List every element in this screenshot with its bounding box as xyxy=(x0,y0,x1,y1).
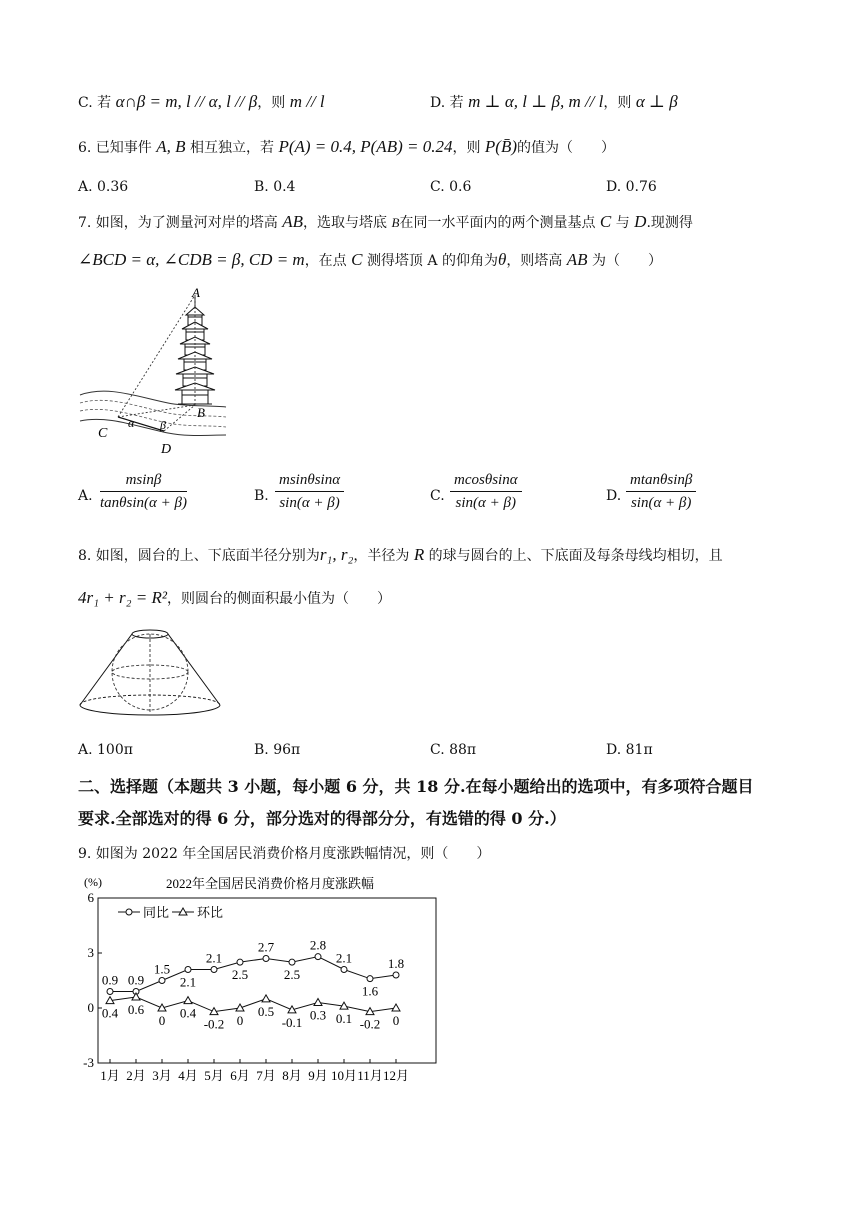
data-point-tongbi xyxy=(315,954,321,960)
x-tick-label: 10月 xyxy=(330,1068,358,1083)
data-label: 2.5 xyxy=(283,967,301,983)
data-point-huanbi xyxy=(262,995,270,1002)
y-tick-label: 6 xyxy=(87,890,94,905)
data-point-tongbi xyxy=(289,959,295,965)
section2-heading-line2: 要求.全部选对的得 6 分，部分选对的得部分分，有选错的得 0 分.） xyxy=(78,809,566,828)
q6-stem-part: 的值为（ ） xyxy=(517,140,616,156)
data-label: 0 xyxy=(392,1013,400,1028)
q7-given: ∠BCD = α, ∠CDB = β, CD = m xyxy=(78,250,305,269)
q7-var: θ xyxy=(497,250,507,269)
legend-series-1: 同比 xyxy=(143,905,170,920)
q7-stem-line1 xyxy=(78,212,693,232)
data-point-tongbi xyxy=(393,972,399,978)
q9-stem: 9. 如图为 2022 年全国居民消费价格月度涨跌幅情况，则（ ） xyxy=(78,846,491,862)
q7-text: ，则塔高 xyxy=(506,253,563,269)
q8-text: ，则圆台的侧面积最小值为（ ） xyxy=(166,591,391,607)
q7-option-b-numerator: msinθsinα xyxy=(275,472,344,492)
q7-option-a-denominator: tanθsin(α + β) xyxy=(100,495,187,511)
q8-option-d: D. 81π xyxy=(606,742,653,758)
q8-option-b: B. 96π xyxy=(254,742,301,758)
x-tick-label: 12月 xyxy=(382,1068,410,1083)
data-label: 0.3 xyxy=(309,1007,327,1023)
data-point-tongbi xyxy=(211,967,217,973)
q8-condition: 4r₁ + r₂ = R² xyxy=(78,588,167,607)
q7-text: 测得塔顶 A 的仰角为 xyxy=(366,253,498,269)
q7-option-c-denominator: sin(α + β) xyxy=(455,495,517,511)
q6-events: A, B xyxy=(156,137,186,156)
x-tick-label: 9月 xyxy=(308,1068,328,1083)
q8-text: 的球与圆台的上、下底面及每条母线均相切，且 xyxy=(428,548,723,564)
data-label: -0.2 xyxy=(359,1016,381,1032)
q7-text: 与 xyxy=(615,215,630,231)
y-tick-label: 3 xyxy=(87,945,94,960)
q7-text: 在同一水平面内的两个测量基点 xyxy=(399,215,596,231)
q6-stem-part: ，则 xyxy=(452,140,481,156)
data-label: 0.9 xyxy=(101,972,119,988)
q5-option-d-expr: m ⊥ α, l ⊥ β, m // l xyxy=(468,92,604,111)
data-point-huanbi xyxy=(392,1004,400,1011)
q7-option-d-label: D. xyxy=(606,488,622,504)
q7-option-a-label: A. xyxy=(78,488,93,504)
q7-option-a-fraction xyxy=(100,472,187,512)
q8-text: 8. 如图，圆台的上、下底面半径分别为 xyxy=(78,548,320,564)
q7-fig-label-b: B xyxy=(197,405,205,420)
data-label: 1.8 xyxy=(387,956,405,971)
q6-option-c: C. 0.6 xyxy=(430,179,472,195)
data-label: 0.1 xyxy=(335,1011,353,1027)
q8-var: R xyxy=(413,545,425,564)
data-label: 0.9 xyxy=(127,972,145,988)
series-line-2 xyxy=(110,997,396,1012)
data-point-tongbi xyxy=(367,976,373,982)
q7-option-c-label: C. xyxy=(430,488,445,504)
x-tick-label: 7月 xyxy=(256,1068,276,1083)
q8-text: ，半径为 xyxy=(353,548,410,564)
q7-fig-label-c: C xyxy=(98,426,108,441)
q8-frustum-figure xyxy=(78,625,223,720)
chart-legend xyxy=(118,905,223,920)
q7-var: B xyxy=(391,215,400,230)
q7-var: C xyxy=(351,250,363,269)
data-point-tongbi xyxy=(159,978,165,984)
q8-option-c: C. 88π xyxy=(430,742,477,758)
data-label: 2.8 xyxy=(309,937,327,953)
q8-stem-line2 xyxy=(78,588,391,608)
data-label: 1.6 xyxy=(361,983,379,999)
q7-var: D xyxy=(634,212,647,231)
data-point-huanbi xyxy=(314,999,322,1006)
q5-option-d-label: D. 若 xyxy=(430,95,464,111)
data-point-huanbi xyxy=(184,997,192,1004)
q6-option-d: D. 0.76 xyxy=(606,179,657,195)
x-tick-label: 1月 xyxy=(100,1068,120,1083)
data-point-huanbi xyxy=(132,993,140,1000)
q7-option-b-label: B. xyxy=(254,488,269,504)
data-label: 2.7 xyxy=(257,939,275,955)
q7-text: ，选取与塔底 xyxy=(303,215,388,231)
q5-option-d xyxy=(430,92,678,112)
q5-option-c-mid: ，则 xyxy=(257,95,286,111)
x-tick-label: 6月 xyxy=(230,1068,250,1083)
data-label: 0.4 xyxy=(179,1005,197,1021)
q5-option-d-conclusion: α ⊥ β xyxy=(635,92,678,111)
chart-title: 2022年全国居民消费价格月度涨跌幅 xyxy=(165,876,375,891)
q7-text: .现测得 xyxy=(646,215,693,231)
q8-radii: r₁, r₂ xyxy=(319,545,354,564)
q7-stem-line2 xyxy=(78,250,662,270)
data-label: 2.1 xyxy=(179,974,197,990)
q7-fig-label-beta: β xyxy=(160,418,166,432)
q6-option-b: B. 0.4 xyxy=(254,179,296,195)
data-label: 1.5 xyxy=(153,961,171,977)
x-tick-label: 11月 xyxy=(357,1068,383,1083)
q7-var: AB xyxy=(566,250,588,269)
q5-option-c-label: C. 若 xyxy=(78,95,112,111)
q5-option-c-expr: α∩β = m, l // α, l // β xyxy=(115,92,258,111)
q8-option-a: A. 100π xyxy=(78,742,133,758)
q7-fig-label-alpha: α xyxy=(128,416,135,430)
x-tick-label: 8月 xyxy=(282,1068,302,1083)
legend-circle-marker xyxy=(126,909,132,915)
q5-option-c-conclusion: m // l xyxy=(289,92,325,111)
x-tick-label: 3月 xyxy=(152,1068,172,1083)
q7-var: AB xyxy=(282,212,304,231)
q7-option-c-fraction xyxy=(450,472,522,512)
legend-series-2: 环比 xyxy=(197,905,224,920)
q6-stem xyxy=(78,137,615,157)
data-label: -0.2 xyxy=(203,1016,225,1032)
chart-ylabel: (%) xyxy=(84,875,102,889)
q7-text: ，在点 xyxy=(304,253,347,269)
q6-stem-part: 相互独立，若 xyxy=(190,140,274,156)
section2-heading-line1: 二、选择题（本题共 3 小题，每小题 6 分，共 18 分.在每小题给出的选项中，有多项符合题目 xyxy=(78,777,754,796)
data-label: 0 xyxy=(158,1013,166,1028)
q8-stem-line1 xyxy=(78,545,723,565)
data-point-tongbi xyxy=(107,989,113,995)
q7-option-b-denominator: sin(α + β) xyxy=(279,495,340,511)
q7-option-b-fraction xyxy=(275,472,344,512)
data-point-tongbi xyxy=(341,967,347,973)
x-tick-label: 5月 xyxy=(204,1068,224,1083)
q7-var: C xyxy=(599,212,612,231)
q5-option-c xyxy=(78,92,325,112)
q7-pagoda-figure xyxy=(78,285,228,457)
q7-fig-label-d: D xyxy=(161,442,172,457)
q7-text: 7. 如图，为了测量河对岸的塔高 xyxy=(78,215,278,231)
x-tick-label: 2月 xyxy=(126,1068,146,1083)
q7-option-c-numerator: mcosθsinα xyxy=(450,472,522,492)
q6-given: P(A) = 0.4, P(AB) = 0.24 xyxy=(278,137,453,156)
data-label: 0 xyxy=(236,1013,244,1028)
q9-cpi-chart xyxy=(70,872,450,1090)
data-label: 2.1 xyxy=(205,950,223,966)
data-label: 0.4 xyxy=(101,1005,119,1021)
data-point-tongbi xyxy=(263,956,269,962)
q6-target: P(B̄) xyxy=(484,137,518,156)
data-label: -0.1 xyxy=(281,1014,303,1030)
y-tick-label: -3 xyxy=(83,1055,94,1070)
data-label: 2.1 xyxy=(335,950,353,966)
data-label: 0.5 xyxy=(257,1003,275,1019)
q7-option-d-fraction xyxy=(626,472,696,512)
data-point-tongbi xyxy=(237,959,243,965)
data-label: 2.5 xyxy=(231,967,249,983)
chart-plot-frame xyxy=(98,898,436,1063)
x-tick-label: 4月 xyxy=(178,1068,198,1083)
q7-option-d-numerator: mtanθsinβ xyxy=(626,472,696,492)
q7-text: 为（ ） xyxy=(592,253,662,269)
y-tick-label: 0 xyxy=(87,1000,94,1015)
q5-option-d-mid: ，则 xyxy=(603,95,632,111)
q6-option-a: A. 0.36 xyxy=(78,179,129,195)
q7-fig-label-a: A xyxy=(192,285,200,300)
data-label: 0.6 xyxy=(127,1002,145,1017)
q6-stem-part: 6. 已知事件 xyxy=(78,140,152,156)
data-point-tongbi xyxy=(185,967,191,973)
q7-option-a-numerator: msinβ xyxy=(100,472,187,492)
q7-option-d-denominator: sin(α + β) xyxy=(630,495,692,511)
